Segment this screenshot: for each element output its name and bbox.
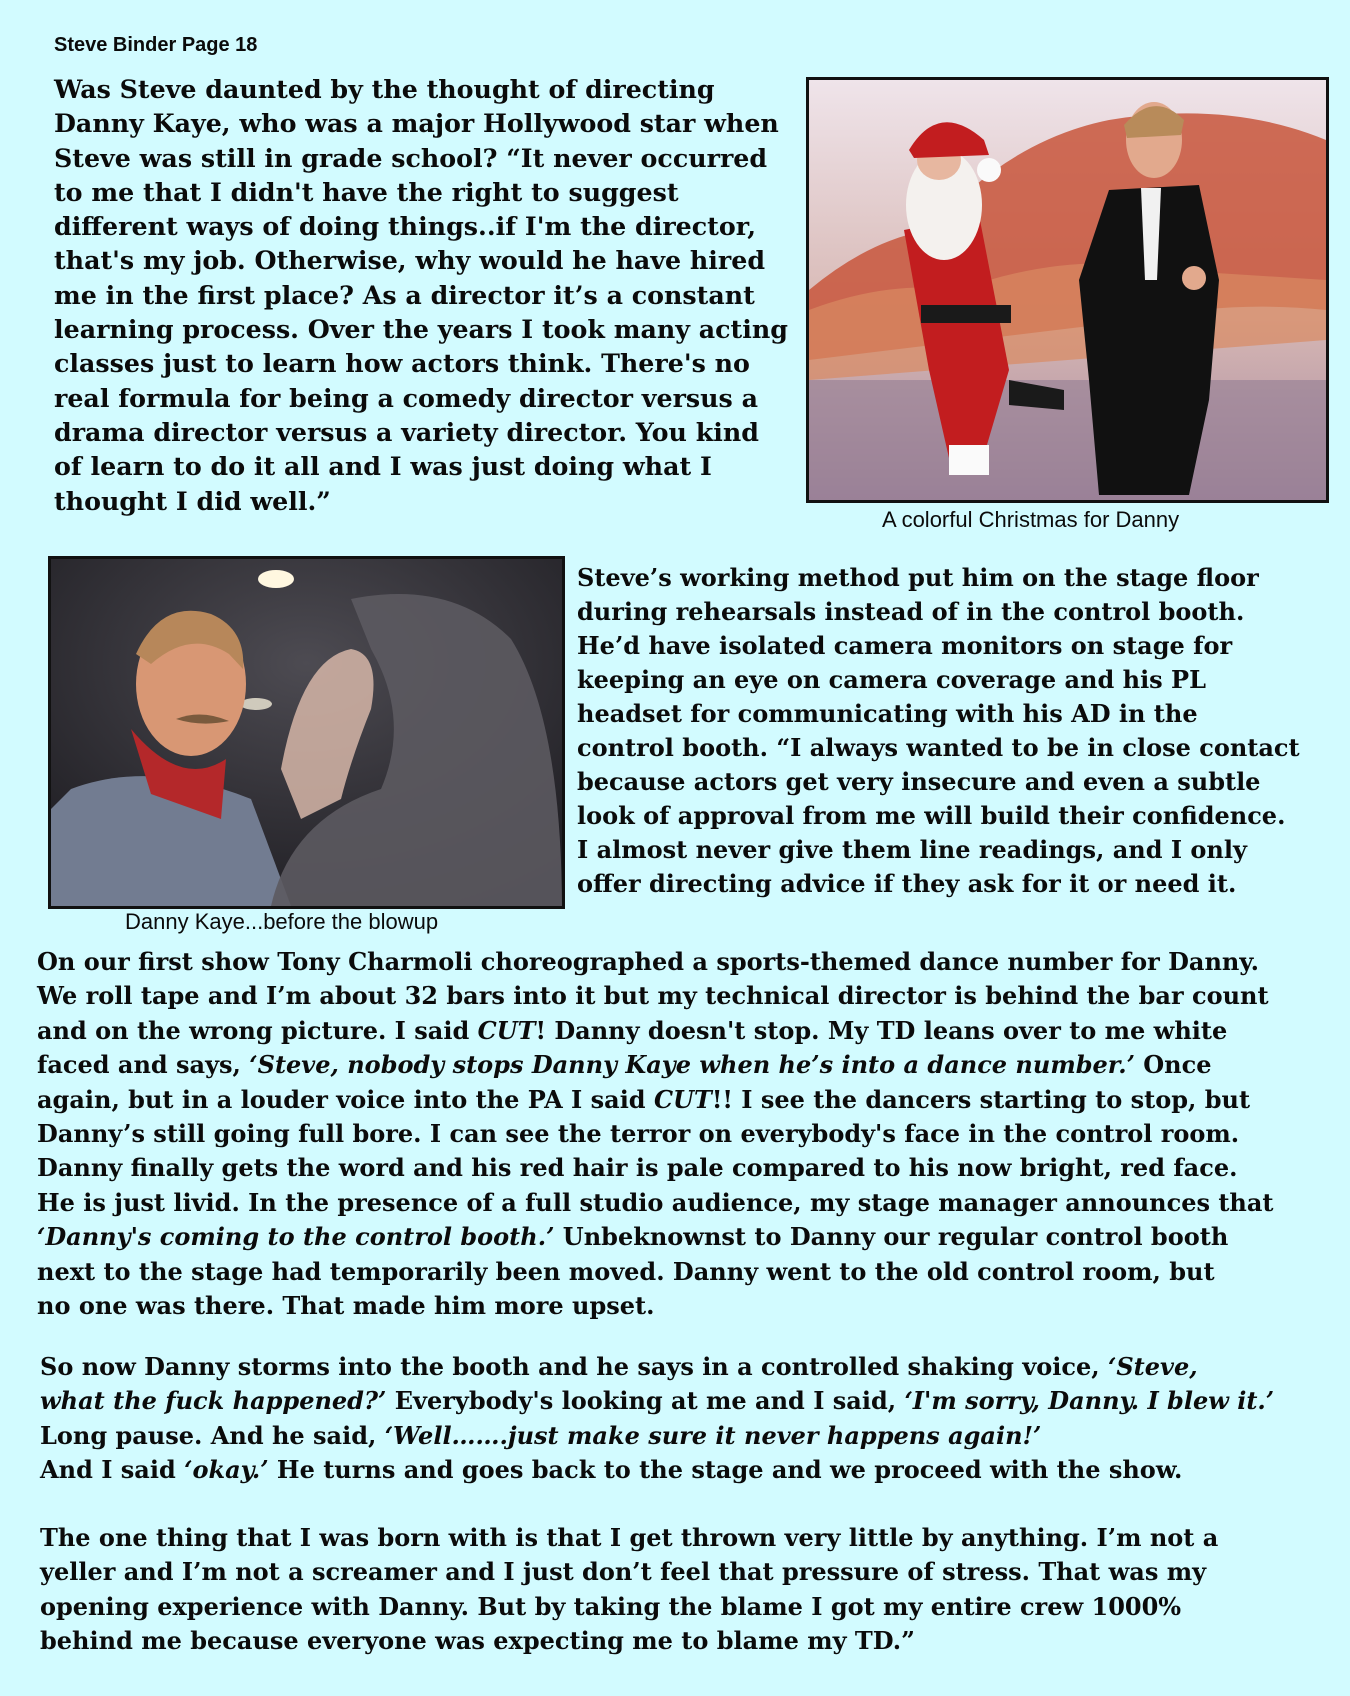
text-line: because actors get very insecure and even a subtle [577, 767, 1261, 796]
text-line: behind me because everyone was expecting me to blame my TD.” [40, 1626, 915, 1656]
text-line: to me that I didn't have the right to suggest [54, 176, 679, 207]
text-line: And I said ‘okay.’ He turns and goes back to the stage and we proceed with the show. [40, 1455, 1183, 1485]
text-line: Steve was still in grade school? “It never occurred [54, 142, 768, 173]
text-line: headset for communicating with his AD in the [577, 699, 1198, 728]
text-line: and on the wrong picture. I said CUT! Danny doesn't stop. My TD leans over to me white [37, 1015, 1228, 1045]
page-header: Steve Binder Page 18 [54, 34, 258, 56]
text-line: faced and says, ‘Steve, nobody stops Danny Kaye when he’s into a dance number.’ Once [37, 1050, 1212, 1080]
text-line: He is just livid. In the presence of a full studio audience, my stage manager announces that [37, 1187, 1274, 1217]
text-line: offer directing advice if they ask for it or need it. [577, 869, 1237, 898]
text-line: Steve’s working method put him on the stage floor [577, 563, 1259, 592]
text-line: look of approval from me will build their confidence. [577, 801, 1286, 830]
photo-caption-danny: Danny Kaye...before the blowup [125, 909, 439, 934]
intro-paragraph [54, 72, 794, 518]
text-line: The one thing that I was born with is that I get thrown very little by anything. I’m not a [40, 1523, 1219, 1552]
first-show-paragraph [37, 945, 1350, 1323]
text-line: what the fuck happened?’ Everybody's looking at me and I said, ‘I'm sorry, Danny. I blew it.’ [40, 1386, 1275, 1416]
text-line: So now Danny storms into the booth and he says in a controlled shaking voice, ‘Steve, [40, 1352, 1198, 1381]
text-line: ‘Danny's coming to the control booth.’ Unbeknownst to Danny our regular control booth [37, 1222, 1229, 1252]
text-line: learning process. Over the years I took many acting [54, 314, 788, 345]
text-line: classes just to learn how actors think. There's no [54, 348, 750, 379]
text-line: control booth. “I always wanted to be in close contact [577, 733, 1300, 762]
photo-caption-christmas: A colorful Christmas for Danny [882, 507, 1180, 532]
text-line: that's my job. Otherwise, why would he have hired [54, 245, 766, 276]
text-line: me in the first place? As a director it’s a constant [54, 279, 755, 310]
text-line: different ways of doing things..if I'm the director, [54, 211, 757, 242]
booth-paragraph [40, 1350, 1340, 1488]
text-line: of learn to do it all and I was just doing what I [54, 451, 712, 482]
text-line: again, but in a louder voice into the PA I said CUT!! I see the dancers starting to stop, but [37, 1084, 1251, 1114]
danny-kaye-photo [48, 556, 565, 909]
text-line: Long pause. And he said, ‘Well…….just make sure it never happens again!’ [40, 1420, 1042, 1450]
text-line: Danny Kaye, who was a major Hollywood star when [54, 108, 779, 139]
text-line: Danny finally gets the word and his red hair is pale compared to his now bright, red face. [37, 1153, 1238, 1183]
text-line: On our first show Tony Charmoli choreographed a sports-themed dance number for Danny. [37, 947, 1259, 976]
working-method-paragraph [577, 561, 1350, 901]
text-line: yeller and I’m not a screamer and I just don’t feel that pressure of stress. That was my [40, 1557, 1207, 1587]
text-line: drama director versus a variety director. You kind [54, 416, 759, 447]
text-line: opening experience with Danny. But by taking the blame I got my entire crew 1000% [40, 1591, 1182, 1621]
text-line: no one was there. That made him more upset. [37, 1291, 655, 1321]
christmas-photo [806, 77, 1329, 503]
text-line: keeping an eye on camera coverage and his PL [577, 665, 1206, 694]
text-line: next to the stage had temporarily been moved. Danny went to the old control room, but [37, 1256, 1215, 1286]
text-line: Danny’s still going full bore. I can see the terror on everybody's face in the control room. [37, 1119, 1240, 1149]
text-line: during rehearsals instead of in the control booth. [577, 597, 1245, 626]
text-line: Was Steve daunted by the thought of directing [54, 74, 715, 104]
text-line: He’d have isolated camera monitors on stage for [577, 631, 1233, 660]
text-line: real formula for being a comedy director versus a [54, 382, 758, 413]
text-line: We roll tape and I’m about 32 bars into it but my technical director is behind the bar count [37, 981, 1269, 1011]
closing-paragraph [40, 1521, 1340, 1659]
text-line: thought I did well.” [54, 485, 331, 516]
text-line: I almost never give them line readings, and I only [577, 835, 1247, 864]
